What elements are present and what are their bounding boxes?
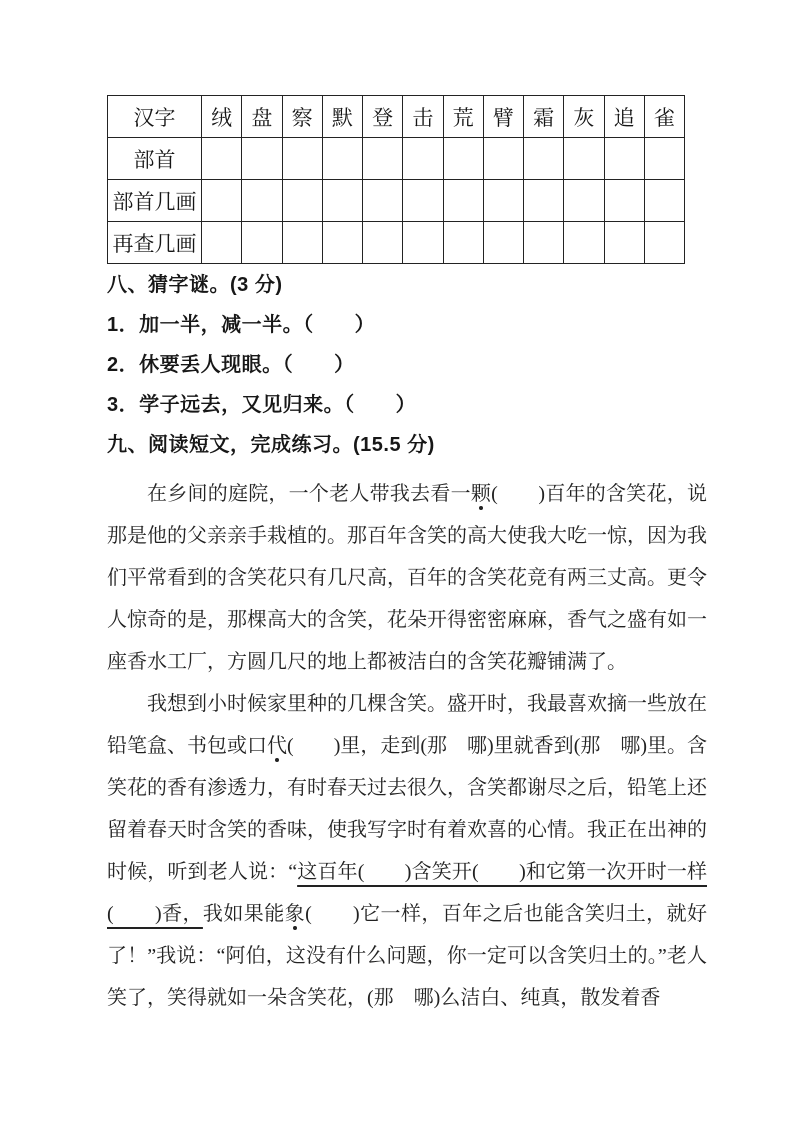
- row-label-radical-strokes: 部首几画: [108, 180, 202, 222]
- answer-cell: [443, 138, 483, 180]
- text-run: 我如果能: [202, 903, 285, 925]
- answer-cell: [604, 138, 644, 180]
- section-eight-heading: 八、猜字谜。(3 分): [107, 274, 283, 296]
- text-run: 我想到小时候家里种的几棵含笑。盛开时，我最喜欢摘一些放在铅笔盒、书包或口: [107, 693, 707, 757]
- answer-cell: [524, 222, 564, 264]
- answer-cell: [604, 222, 644, 264]
- text-run: ( )它一样，百年之后也能含笑归土，就好了！”我说：“阿伯，这没有什么问题，你一定可以含笑归土的。”老人笑了，笑得就如一朵含笑花，(那 哪)么洁白、纯真，散发着香: [107, 903, 708, 1009]
- answer-cell: [403, 180, 443, 222]
- text-run: 在乡间的庭院，一个老人带我去看一: [147, 483, 471, 505]
- answer-cell: [443, 180, 483, 222]
- answer-cell: [483, 222, 523, 264]
- answer-cell: [644, 180, 684, 222]
- riddle-item-3: 3．学子远去，又见归来。（ ）: [107, 394, 417, 416]
- table-row-remaining-strokes: [108, 222, 685, 264]
- answer-cell: [202, 222, 242, 264]
- worksheet-sections: [107, 265, 707, 1019]
- answer-cell: [202, 138, 242, 180]
- hanzi-cell: 雀: [644, 96, 684, 138]
- answer-cell: [564, 180, 604, 222]
- emphasized-char: 象: [284, 903, 306, 925]
- answer-cell: [202, 180, 242, 222]
- underlined-phrase: 这百年( )含笑开( )和它第一次开时一样( )香，: [107, 861, 707, 925]
- answer-cell: [524, 180, 564, 222]
- riddle-item-1: 1．加一半，减一半。（ ）: [107, 314, 376, 336]
- row-label-radical: 部首: [108, 138, 202, 180]
- emphasized-char: 颗: [470, 483, 492, 505]
- answer-cell: [322, 180, 362, 222]
- answer-cell: [242, 222, 282, 264]
- section-nine-heading: 九、阅读短文，完成练习。(15.5 分): [107, 434, 435, 456]
- answer-cell: [363, 222, 403, 264]
- hanzi-cell: 灰: [564, 96, 604, 138]
- hanzi-cell: 登: [363, 96, 403, 138]
- answer-cell: [403, 222, 443, 264]
- answer-cell: [282, 180, 322, 222]
- answer-cell: [644, 138, 684, 180]
- reading-passage: [107, 473, 707, 1019]
- text-run: ( )里，走到(那 哪)里就香到(那 哪)里。含笑花的香有渗透力，有时春天过去很久，含笑都谢尽之后，铅笔上还留着春天时含笑的香味，使我写字时有着欢喜的心情。我正在出神的时候，听到老人说：“: [107, 735, 708, 883]
- hanzi-cell: 臂: [483, 96, 523, 138]
- answer-cell: [644, 222, 684, 264]
- answer-cell: [524, 138, 564, 180]
- table-header-row: [108, 96, 685, 138]
- answer-cell: [483, 180, 523, 222]
- answer-cell: [564, 222, 604, 264]
- hanzi-cell: 盘: [242, 96, 282, 138]
- answer-cell: [322, 222, 362, 264]
- hanzi-cell: 霜: [524, 96, 564, 138]
- passage-paragraph-2: [107, 683, 707, 1019]
- hanzi-cell: 荒: [443, 96, 483, 138]
- hanzi-cell: 追: [604, 96, 644, 138]
- answer-cell: [242, 138, 282, 180]
- hanzi-cell: 默: [322, 96, 362, 138]
- row-label-remaining-strokes: 再查几画: [108, 222, 202, 264]
- answer-cell: [242, 180, 282, 222]
- answer-cell: [403, 138, 443, 180]
- emphasized-char: 代: [267, 735, 288, 757]
- answer-cell: [282, 222, 322, 264]
- answer-cell: [443, 222, 483, 264]
- answer-cell: [363, 180, 403, 222]
- riddle-item-2: 2．休要丢人现眼。（ ）: [107, 354, 355, 376]
- radical-lookup-table: [107, 95, 685, 264]
- hanzi-cell: 察: [282, 96, 322, 138]
- answer-cell: [282, 138, 322, 180]
- table-row-radical-strokes: [108, 180, 685, 222]
- answer-cell: [483, 138, 523, 180]
- hanzi-cell: 击: [403, 96, 443, 138]
- table-row-radical: [108, 138, 685, 180]
- answer-cell: [322, 138, 362, 180]
- table-corner-label: 汉字: [108, 96, 202, 138]
- answer-cell: [564, 138, 604, 180]
- answer-cell: [604, 180, 644, 222]
- hanzi-cell: 绒: [202, 96, 242, 138]
- passage-paragraph-1: [107, 473, 707, 683]
- text-run: ( )百年的含笑花，说那是他的父亲亲手栽植的。那百年含笑的高大使我大吃一惊，因为我们平常看到的含笑花只有几尺高，百年的含笑花竞有两三丈高。更令人惊奇的是，那棵高大的含笑，花朵开得密密麻麻，香气之盛有如一座香水工厂，方圆几尺的地上都被洁白的含笑花瓣铺满了。: [107, 483, 708, 673]
- answer-cell: [363, 138, 403, 180]
